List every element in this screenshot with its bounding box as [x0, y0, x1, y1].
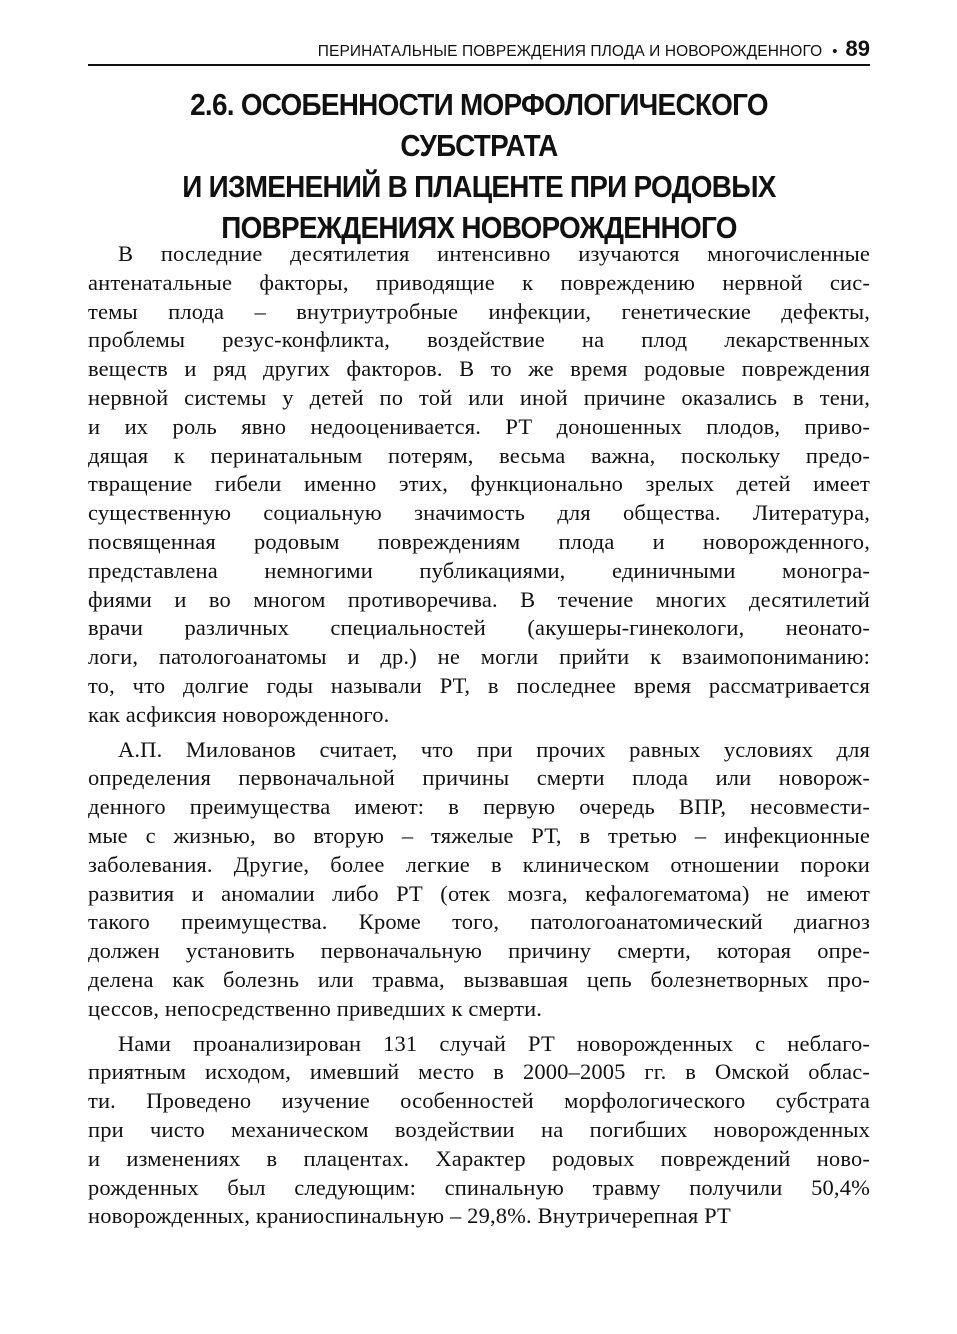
- text-line: то, что долгие годы называли РТ, в последнее время рассматривается: [88, 672, 870, 698]
- body-text: [88, 240, 870, 1231]
- text-line: при чисто механическом воздействии на погибших новорожденных: [88, 1116, 870, 1142]
- section-title: [127, 84, 831, 248]
- section-title-line: И ИЗМЕНЕНИЙ В ПЛАЦЕНТЕ ПРИ РОДОВЫХ: [182, 169, 776, 204]
- text-line: существенную социальную значимость для общества. Литература,: [88, 500, 870, 526]
- header-bullet: •: [832, 43, 838, 60]
- paragraph: [88, 240, 870, 730]
- text-line: рожденных был следующим: спинальную травму получили 50,4%: [88, 1174, 870, 1200]
- text-line: цессов, непосредственно приведших к смерти.: [88, 995, 543, 1021]
- text-line: нервной системы у детей по той или иной причине оказались в тени,: [88, 384, 870, 410]
- text-line: твращение гибели именно этих, функционально зрелых детей имеет: [88, 471, 870, 497]
- paragraph: [88, 1030, 870, 1232]
- text-line: веществ и ряд других факторов. В то же время родовые повреждения: [88, 356, 870, 382]
- text-line: заболевания. Другие, более легкие в клиническом отношении пороки: [88, 851, 870, 877]
- text-line: А.П. Милованов считает, что при прочих равных условиях для: [118, 736, 870, 762]
- text-line: и изменениях в плацентах. Характер родовых повреждений ново-: [88, 1145, 870, 1171]
- text-line: представлена немногими публикациями, единичными моногра-: [88, 557, 870, 583]
- text-line: фиями и во многом противоречива. В течение многих десятилетий: [88, 586, 870, 612]
- text-line: В последние десятилетия интенсивно изучаются многочисленные: [118, 241, 870, 266]
- text-line: делена как болезнь или травма, вызвавшая цепь болезнетворных про-: [88, 966, 870, 992]
- text-line: денного преимущества имеют: в первую очередь ВПР, несовмести-: [88, 794, 870, 820]
- text-line: антенатальные факторы, приводящие к повреждению нервной сис-: [88, 269, 870, 295]
- running-title: ПЕРИНАТАЛЬНЫЕ ПОВРЕЖДЕНИЯ ПЛОДА И НОВОРОЖДЕННОГО: [317, 43, 823, 60]
- text-line: новорожденных, краниоспинальную – 29,8%. Внутричерепная РТ: [88, 1203, 731, 1229]
- text-line: врачи различных специальностей (акушеры-гинекологи, неонато-: [88, 615, 870, 641]
- text-line: и их роль явно недооценивается. РТ доношенных плодов, приво-: [88, 413, 870, 439]
- text-line: должен установить первоначальную причину смерти, которая опре-: [88, 938, 870, 964]
- text-line: темы плода – внутриутробные инфекции, генетические дефекты,: [88, 298, 870, 324]
- section-title-line: 2.6. ОСОБЕННОСТИ МОРФОЛОГИЧЕСКОГО СУБСТРАТА: [190, 87, 768, 163]
- text-line: как асфиксия новорожденного.: [88, 701, 390, 727]
- section-title-line: ПОВРЕЖДЕНИЯХ НОВОРОЖДЕННОГО: [221, 210, 737, 245]
- text-line: проблемы резус-конфликта, воздействие на плод лекарственных: [88, 327, 870, 353]
- text-line: логи, патологоанатомы и др.) не могли прийти к взаимопониманию:: [88, 644, 870, 670]
- text-line: посвященная родовым повреждениям плода и новорожденного,: [88, 528, 870, 554]
- text-line: мые с жизнью, во вторую – тяжелые РТ, в третью – инфекционные: [88, 822, 870, 848]
- text-line: развития и аномалии либо РТ (отек мозга, кефалогематома) не имеют: [88, 880, 870, 906]
- running-header: [88, 30, 870, 66]
- text-line: такого преимущества. Кроме того, патологоанатомический диагноз: [88, 909, 870, 935]
- page-number: 89: [845, 36, 870, 61]
- text-line: ти. Проведено изучение особенностей морфологического субстрата: [88, 1088, 870, 1114]
- text-line: определения первоначальной причины смерти плода или новорож-: [88, 765, 870, 791]
- text-line: дящая к перинатальным потерям, весьма важна, поскольку предо-: [88, 442, 870, 468]
- text-line: приятным исходом, имевший место в 2000–2005 гг. в Омской облас-: [88, 1059, 870, 1085]
- paragraph: [88, 736, 870, 1024]
- text-line: Нами проанализирован 131 случай РТ новорожденных с неблаго-: [118, 1030, 870, 1056]
